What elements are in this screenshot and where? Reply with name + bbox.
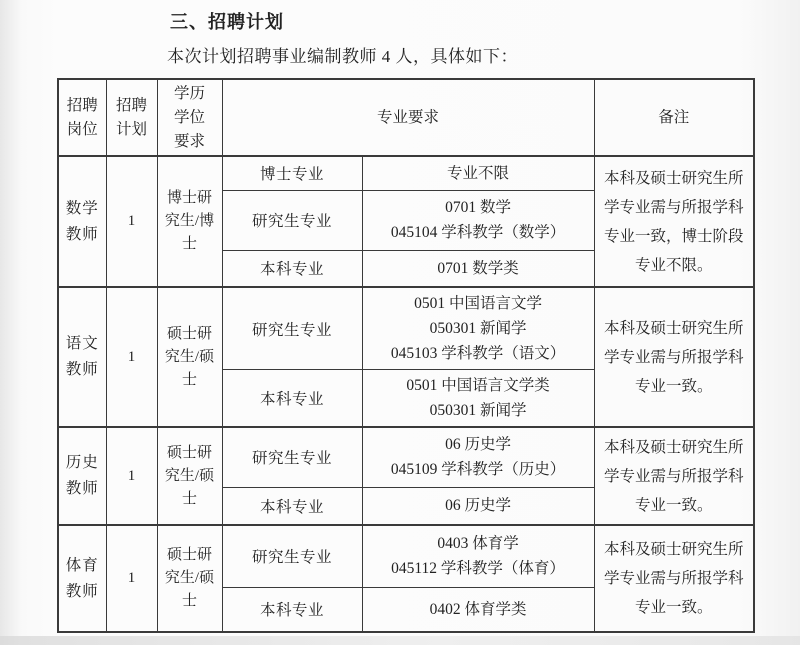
degree-cell: 博士研究生/博士 (157, 156, 222, 287)
col-header-major: 专业要求 (222, 79, 594, 156)
table-row (58, 287, 754, 370)
col-header-plan: 招聘计划 (106, 79, 157, 156)
major-value-cell (362, 156, 594, 190)
major-value-cell (362, 525, 594, 587)
major-line: 045109 学科教学（历史） (390, 461, 566, 479)
position-cell: 语文教师 (58, 287, 106, 427)
major-line: 050301 新闻学 (429, 320, 527, 337)
major-line: 0701 数学类 (437, 259, 519, 277)
major-value-cell (362, 487, 594, 525)
major-value-cell (362, 370, 594, 428)
plan-count-cell: 1 (106, 156, 157, 287)
section-title: 三、招聘计划 (170, 12, 284, 32)
plan-count-cell: 1 (106, 287, 157, 427)
table-row (58, 156, 754, 190)
position-cell: 体育教师 (58, 525, 106, 632)
major-value-cell (362, 190, 594, 250)
major-line: 0402 体育学类 (429, 600, 527, 618)
major-line: 0403 体育学 (437, 535, 519, 553)
major-level-cell: 研究生专业 (222, 525, 362, 587)
major-level-cell: 博士专业 (222, 156, 362, 190)
degree-cell: 硕士研究生/硕士 (157, 427, 222, 525)
intro-text: 本次计划招聘事业编制教师 4 人，具体如下： (167, 47, 518, 66)
major-line: 专业不限 (447, 164, 510, 182)
col-header-degree: 学历学位要求 (157, 79, 222, 156)
position-cell: 数学教师 (58, 156, 106, 287)
major-line: 06 历史学 (445, 497, 511, 515)
header-row (58, 79, 754, 156)
major-level-cell: 本科专业 (222, 487, 362, 525)
remark-cell: 本科及硕士研究生所学专业需与所报学科专业一致。 (594, 287, 754, 427)
degree-cell: 硕士研究生/硕士 (157, 287, 222, 427)
major-value-cell (362, 427, 594, 487)
position-cell: 历史教师 (58, 427, 106, 525)
major-value-cell (362, 287, 594, 370)
scan-artifact (0, 636, 800, 645)
table-row (58, 427, 754, 487)
major-value-cell (362, 250, 594, 287)
col-header-position: 招聘岗位 (58, 79, 106, 156)
major-line: 045104 学科教学（数学） (390, 224, 566, 241)
degree-cell: 硕士研究生/硕士 (157, 525, 222, 632)
recruitment-table (57, 78, 755, 633)
major-line: 0701 数学 (445, 199, 511, 216)
major-line: 0501 中国语言文学 (414, 295, 542, 312)
col-header-remark: 备注 (594, 79, 754, 156)
major-level-cell: 本科专业 (222, 250, 362, 287)
major-line: 045112 学科教学（体育） (391, 560, 565, 578)
remark-cell: 本科及硕士研究生所学专业需与所报学科专业一致，博士阶段专业不限。 (594, 156, 754, 287)
major-value-cell (362, 587, 594, 632)
table-row (58, 525, 754, 587)
plan-count-cell: 1 (106, 525, 157, 632)
major-line: 045103 学科教学（语文） (390, 345, 566, 362)
remark-cell: 本科及硕士研究生所学专业需与所报学科专业一致。 (594, 525, 754, 632)
major-line: 06 历史学 (445, 436, 511, 454)
major-level-cell: 本科专业 (222, 587, 362, 632)
major-level-cell: 研究生专业 (222, 287, 362, 370)
major-level-cell: 研究生专业 (222, 190, 362, 250)
plan-count-cell: 1 (106, 427, 157, 525)
remark-cell: 本科及硕士研究生所学专业需与所报学科专业一致。 (594, 427, 754, 525)
major-line: 050301 新闻学 (429, 402, 527, 419)
major-level-cell: 本科专业 (222, 370, 362, 428)
major-line: 0501 中国语言文学类 (406, 377, 550, 394)
major-level-cell: 研究生专业 (222, 427, 362, 487)
